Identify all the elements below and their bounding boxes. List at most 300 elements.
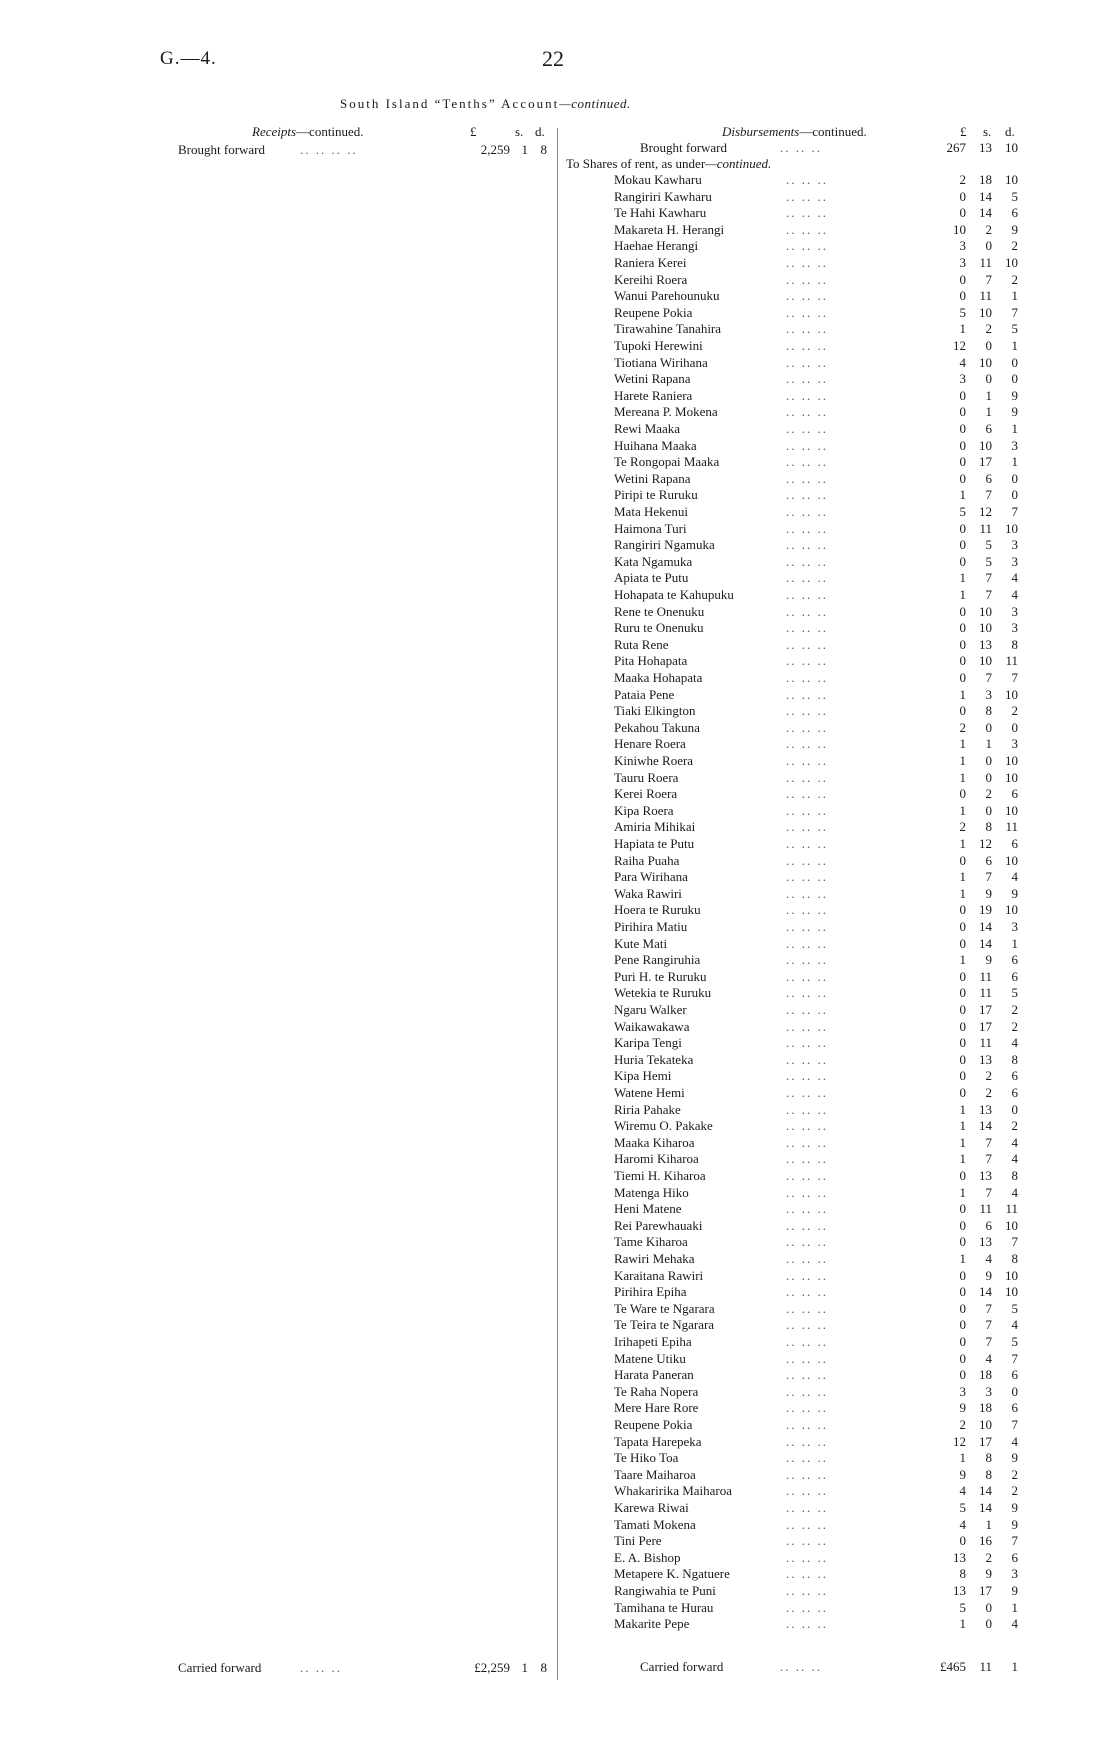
receipts-brought-forward-shillings: 1 bbox=[521, 142, 528, 157]
leader-dots: .. .. .. bbox=[786, 670, 828, 685]
disbursement-row bbox=[614, 1135, 1024, 1151]
leader-dots: .. .. .. bbox=[786, 1599, 828, 1615]
amount-pence: 0 bbox=[1011, 470, 1018, 486]
amount-shillings: 7 bbox=[985, 487, 992, 503]
amount-pounds: 3 bbox=[959, 371, 966, 387]
payee-name: Pirihira Epiha bbox=[614, 1284, 687, 1300]
disbursement-row bbox=[614, 985, 1024, 1001]
amount-pence: 9 bbox=[1011, 885, 1018, 901]
amount-shillings: 2 bbox=[985, 321, 992, 337]
amount-pounds: 1 bbox=[959, 1134, 966, 1150]
amount-pence: 3 bbox=[1011, 620, 1018, 636]
amount-pence: 10 bbox=[1005, 520, 1018, 536]
payee-name: Amiria Mihikai bbox=[614, 819, 696, 835]
amount-shillings: 14 bbox=[979, 1118, 992, 1134]
leader-dots: .. .. .. bbox=[786, 852, 828, 868]
amount-pounds: 0 bbox=[959, 603, 966, 619]
leader-dots: .. .. .. bbox=[786, 1566, 828, 1582]
leader-dots: .. .. .. bbox=[786, 553, 828, 569]
amount-pounds: 0 bbox=[959, 968, 966, 984]
amount-pence: 0 bbox=[1011, 719, 1018, 735]
amount-pounds: 1 bbox=[959, 802, 966, 818]
amount-pence: 6 bbox=[1011, 1085, 1018, 1100]
amount-pence: 6 bbox=[1011, 1400, 1018, 1416]
amount-pounds: 0 bbox=[959, 1317, 966, 1333]
leader-dots: .. .. .. bbox=[786, 1334, 828, 1349]
disbursement-row bbox=[614, 1151, 1024, 1167]
disbursements-carried-forward-dots: .. .. .. bbox=[780, 1659, 822, 1674]
payee-name: Tapata Harepeka bbox=[614, 1433, 702, 1449]
amount-pence: 2 bbox=[1011, 271, 1018, 287]
payee-name: Reupene Pokia bbox=[614, 1417, 693, 1432]
amount-pounds: 5 bbox=[959, 504, 966, 519]
leader-dots: .. .. .. bbox=[786, 1217, 828, 1233]
leader-dots: .. .. .. bbox=[786, 1134, 828, 1150]
amount-shillings: 14 bbox=[979, 1500, 992, 1515]
amount-shillings: 1 bbox=[985, 404, 992, 420]
disbursement-row bbox=[614, 371, 1024, 387]
disbursement-row bbox=[614, 1450, 1024, 1466]
leader-dots: .. .. .. bbox=[786, 454, 828, 470]
payee-name: Maaka Hohapata bbox=[614, 670, 703, 685]
disbursement-row bbox=[614, 736, 1024, 752]
disbursement-row bbox=[614, 1600, 1024, 1616]
disbursements-brought-forward-dots: .. .. .. bbox=[780, 140, 822, 155]
amount-shillings: 10 bbox=[979, 620, 992, 636]
disbursement-row bbox=[614, 1019, 1024, 1035]
leader-dots: .. .. .. bbox=[786, 1350, 828, 1366]
payee-name: Harete Raniera bbox=[614, 387, 693, 403]
amount-shillings: 6 bbox=[985, 421, 992, 436]
leader-dots: .. .. .. bbox=[786, 703, 828, 719]
disbursement-row bbox=[614, 1218, 1024, 1234]
amount-pence: 2 bbox=[1011, 238, 1018, 254]
disbursement-row bbox=[614, 1085, 1024, 1101]
amount-shillings: 0 bbox=[985, 769, 992, 785]
amount-pence: 11 bbox=[1005, 819, 1018, 835]
leader-dots: .. .. .. bbox=[786, 1151, 828, 1167]
payee-name: Tiemi H. Kiharoa bbox=[614, 1168, 706, 1183]
amount-pence: 10 bbox=[1005, 753, 1018, 768]
amount-shillings: 13 bbox=[979, 1051, 992, 1067]
amount-shillings: 7 bbox=[985, 1151, 992, 1167]
payee-name: Rawiri Mehaka bbox=[614, 1251, 695, 1266]
amount-pence: 6 bbox=[1011, 1549, 1018, 1565]
leader-dots: .. .. .. bbox=[786, 1317, 828, 1333]
leader-dots: .. .. .. bbox=[786, 753, 828, 768]
amount-pounds: 0 bbox=[959, 653, 966, 669]
leader-dots: .. .. .. bbox=[786, 1433, 828, 1449]
disbursement-row bbox=[614, 355, 1024, 371]
leader-dots: .. .. .. bbox=[786, 952, 828, 968]
payee-name: Pekahou Takuna bbox=[614, 719, 700, 735]
amount-pence: 10 bbox=[1005, 902, 1018, 918]
disbursement-row bbox=[614, 1384, 1024, 1400]
leader-dots: .. .. .. bbox=[786, 935, 828, 951]
amount-shillings: 19 bbox=[979, 902, 992, 918]
leader-dots: .. .. .. bbox=[786, 869, 828, 885]
amount-shillings: 0 bbox=[985, 753, 992, 768]
amount-pence: 3 bbox=[1011, 553, 1018, 569]
payee-name: Makarite Pepe bbox=[614, 1616, 690, 1632]
payee-name: Tiotiana Wirihana bbox=[614, 354, 708, 370]
amount-pence: 0 bbox=[1011, 371, 1018, 387]
disbursement-row bbox=[614, 1268, 1024, 1284]
disbursement-row bbox=[614, 1201, 1024, 1217]
amount-shillings: 13 bbox=[979, 1234, 992, 1250]
report-reference: G.—4. bbox=[160, 48, 217, 69]
amount-pounds: 4 bbox=[959, 354, 966, 370]
disbursement-row bbox=[614, 222, 1024, 238]
payee-name: Wiremu O. Pakake bbox=[614, 1118, 713, 1134]
amount-shillings: 13 bbox=[979, 636, 992, 652]
leader-dots: .. .. .. bbox=[786, 387, 828, 403]
amount-pounds: 1 bbox=[959, 952, 966, 968]
amount-shillings: 4 bbox=[985, 1350, 992, 1366]
amount-pounds: 0 bbox=[959, 1168, 966, 1183]
leader-dots: .. .. .. bbox=[786, 1400, 828, 1416]
amount-shillings: 8 bbox=[985, 819, 992, 835]
amount-pence: 10 bbox=[1005, 1284, 1018, 1300]
amount-pounds: 1 bbox=[959, 1101, 966, 1117]
disbursements-brought-forward-pounds: 267 bbox=[946, 140, 966, 155]
disbursement-row bbox=[614, 936, 1024, 952]
payee-name: Pene Rangiruhia bbox=[614, 952, 701, 968]
payee-name: Te Hiko Toa bbox=[614, 1450, 679, 1466]
amount-shillings: 10 bbox=[979, 603, 992, 619]
disbursement-row bbox=[614, 969, 1024, 985]
disbursement-row bbox=[614, 1566, 1024, 1582]
amount-pounds: 10 bbox=[953, 221, 966, 237]
amount-pence: 1 bbox=[1011, 935, 1018, 951]
leader-dots: .. .. .. bbox=[786, 1234, 828, 1250]
amount-pounds: 3 bbox=[959, 255, 966, 270]
disbursement-row bbox=[614, 504, 1024, 520]
amount-shillings: 7 bbox=[985, 670, 992, 685]
amount-pence: 4 bbox=[1011, 869, 1018, 885]
disbursements-col-pence: d. bbox=[1005, 124, 1015, 139]
amount-shillings: 10 bbox=[979, 437, 992, 453]
amount-shillings: 14 bbox=[979, 1284, 992, 1300]
payee-name: Tamihana te Hurau bbox=[614, 1599, 714, 1615]
amount-pounds: 0 bbox=[959, 1068, 966, 1084]
amount-shillings: 7 bbox=[985, 1184, 992, 1200]
amount-pounds: 4 bbox=[959, 1516, 966, 1532]
payee-name: Huihana Maaka bbox=[614, 437, 697, 453]
leader-dots: .. .. .. bbox=[786, 719, 828, 735]
amount-shillings: 2 bbox=[985, 786, 992, 802]
amount-pence: 3 bbox=[1011, 736, 1018, 752]
leader-dots: .. .. .. bbox=[786, 537, 828, 553]
amount-shillings: 9 bbox=[985, 885, 992, 901]
leader-dots: .. .. .. bbox=[786, 437, 828, 453]
leader-dots: .. .. .. bbox=[786, 836, 828, 851]
amount-pence: 10 bbox=[1005, 686, 1018, 702]
disbursement-row bbox=[614, 1334, 1024, 1350]
leader-dots: .. .. .. bbox=[786, 902, 828, 918]
amount-pence: 0 bbox=[1011, 487, 1018, 503]
leader-dots: .. .. .. bbox=[786, 1085, 828, 1100]
payee-name: Waikawakawa bbox=[614, 1018, 690, 1034]
disbursement-row bbox=[614, 1367, 1024, 1383]
disbursement-row bbox=[614, 1417, 1024, 1433]
amount-pounds: 0 bbox=[959, 670, 966, 685]
disbursements-brought-forward-shillings: 13 bbox=[979, 140, 992, 155]
amount-pounds: 0 bbox=[959, 1284, 966, 1300]
leader-dots: .. .. .. bbox=[786, 802, 828, 818]
receipts-carried-forward-dots: .. .. .. bbox=[300, 1660, 342, 1675]
disbursement-row bbox=[614, 1118, 1024, 1134]
leader-dots: .. .. .. bbox=[786, 520, 828, 536]
amount-pounds: 5 bbox=[959, 304, 966, 320]
payee-name: Kipa Roera bbox=[614, 802, 674, 818]
leader-dots: .. .. .. bbox=[786, 371, 828, 387]
amount-shillings: 14 bbox=[979, 919, 992, 934]
leader-dots: .. .. .. bbox=[786, 1168, 828, 1183]
amount-pence: 10 bbox=[1005, 769, 1018, 785]
disbursement-row bbox=[614, 1550, 1024, 1566]
amount-pounds: 1 bbox=[959, 1184, 966, 1200]
disbursement-row bbox=[614, 189, 1024, 205]
amount-pounds: 0 bbox=[959, 852, 966, 868]
column-divider bbox=[557, 128, 558, 1680]
disbursement-row bbox=[614, 1002, 1024, 1018]
amount-shillings: 11 bbox=[979, 1035, 992, 1051]
leader-dots: .. .. .. bbox=[786, 238, 828, 254]
leader-dots: .. .. .. bbox=[786, 1267, 828, 1283]
disbursement-row bbox=[614, 819, 1024, 835]
disbursement-row bbox=[614, 487, 1024, 503]
amount-pounds: 1 bbox=[959, 686, 966, 702]
amount-pence: 5 bbox=[1011, 1300, 1018, 1316]
receipts-header bbox=[252, 124, 364, 140]
disbursements-carried-forward-pence: 1 bbox=[1011, 1659, 1018, 1674]
payee-name: Haehae Herangi bbox=[614, 238, 699, 254]
amount-shillings: 10 bbox=[979, 354, 992, 370]
amount-pounds: 0 bbox=[959, 553, 966, 569]
leader-dots: .. .. .. bbox=[786, 1483, 828, 1499]
payee-name: Matene Utiku bbox=[614, 1350, 686, 1366]
amount-shillings: 18 bbox=[979, 1400, 992, 1416]
amount-shillings: 0 bbox=[985, 1599, 992, 1615]
payee-name: Watene Hemi bbox=[614, 1085, 685, 1100]
leader-dots: .. .. .. bbox=[786, 786, 828, 802]
leader-dots: .. .. .. bbox=[786, 304, 828, 320]
amount-shillings: 14 bbox=[979, 205, 992, 221]
payee-name: Rangiriri Kawharu bbox=[614, 188, 712, 204]
amount-shillings: 12 bbox=[979, 836, 992, 851]
disbursement-row bbox=[614, 1434, 1024, 1450]
amount-pounds: 0 bbox=[959, 1350, 966, 1366]
amount-pence: 4 bbox=[1011, 1151, 1018, 1167]
amount-pence: 7 bbox=[1011, 1417, 1018, 1432]
leader-dots: .. .. .. bbox=[786, 1002, 828, 1017]
disbursement-row bbox=[614, 670, 1024, 686]
amount-pounds: 0 bbox=[959, 1201, 966, 1217]
payee-name: Reupene Pokia bbox=[614, 304, 693, 320]
amount-pence: 2 bbox=[1011, 703, 1018, 719]
payee-name: Tini Pere bbox=[614, 1533, 662, 1549]
amount-shillings: 5 bbox=[985, 537, 992, 553]
amount-pounds: 0 bbox=[959, 1300, 966, 1316]
amount-pence: 7 bbox=[1011, 504, 1018, 519]
amount-pence: 7 bbox=[1011, 670, 1018, 685]
amount-shillings: 2 bbox=[985, 1549, 992, 1565]
amount-pence: 4 bbox=[1011, 587, 1018, 602]
disbursement-row bbox=[614, 404, 1024, 420]
amount-pence: 5 bbox=[1011, 321, 1018, 337]
payee-name: Kiniwhe Roera bbox=[614, 753, 694, 768]
leader-dots: .. .. .. bbox=[786, 255, 828, 270]
payee-name: Tupoki Herewini bbox=[614, 338, 703, 353]
amount-pounds: 9 bbox=[959, 1400, 966, 1416]
disbursement-row bbox=[614, 604, 1024, 620]
amount-pence: 4 bbox=[1011, 1616, 1018, 1632]
disbursement-row bbox=[614, 238, 1024, 254]
disbursements-brought-forward-pence: 10 bbox=[1005, 140, 1018, 155]
payee-name: Mere Hare Rore bbox=[614, 1400, 699, 1416]
disbursements-header bbox=[722, 124, 867, 140]
amount-pence: 2 bbox=[1011, 1018, 1018, 1034]
amount-shillings: 9 bbox=[985, 952, 992, 968]
amount-pounds: 0 bbox=[959, 1267, 966, 1283]
payee-name: Wetekia te Ruruku bbox=[614, 985, 712, 1001]
amount-pence: 9 bbox=[1011, 1500, 1018, 1515]
amount-pounds: 2 bbox=[959, 819, 966, 835]
amount-pence: 9 bbox=[1011, 387, 1018, 403]
amount-pounds: 0 bbox=[959, 1002, 966, 1017]
leader-dots: .. .. .. bbox=[786, 1417, 828, 1432]
amount-pence: 4 bbox=[1011, 1433, 1018, 1449]
amount-pence: 0 bbox=[1011, 354, 1018, 370]
payee-name: Te Rongopai Maaka bbox=[614, 454, 720, 470]
amount-pounds: 0 bbox=[959, 1234, 966, 1250]
payee-name: Wetini Rapana bbox=[614, 470, 691, 486]
amount-pence: 3 bbox=[1011, 603, 1018, 619]
amount-pence: 9 bbox=[1011, 1583, 1018, 1598]
payee-name: Rei Parewhauaki bbox=[614, 1217, 703, 1233]
disbursement-row bbox=[614, 471, 1024, 487]
leader-dots: .. .. .. bbox=[786, 1533, 828, 1549]
amount-pounds: 1 bbox=[959, 321, 966, 337]
account-title-main: South Island “Tenths” Account bbox=[340, 96, 560, 111]
amount-pounds: 1 bbox=[959, 570, 966, 586]
amount-pounds: 13 bbox=[953, 1549, 966, 1565]
leader-dots: .. .. .. bbox=[786, 1051, 828, 1067]
leader-dots: .. .. .. bbox=[786, 172, 828, 187]
disbursement-row bbox=[614, 1185, 1024, 1201]
disbursement-row bbox=[614, 205, 1024, 221]
leader-dots: .. .. .. bbox=[786, 1466, 828, 1482]
amount-pence: 5 bbox=[1011, 188, 1018, 204]
amount-pounds: 5 bbox=[959, 1599, 966, 1615]
amount-pounds: 2 bbox=[959, 1417, 966, 1432]
amount-pence: 8 bbox=[1011, 1051, 1018, 1067]
amount-pounds: 12 bbox=[953, 1433, 966, 1449]
amount-shillings: 2 bbox=[985, 1068, 992, 1084]
amount-pounds: 0 bbox=[959, 620, 966, 636]
amount-pence: 4 bbox=[1011, 1134, 1018, 1150]
leader-dots: .. .. .. bbox=[786, 1035, 828, 1051]
amount-pounds: 0 bbox=[959, 404, 966, 420]
receipts-col-shillings: s. bbox=[515, 124, 524, 139]
amount-shillings: 3 bbox=[985, 686, 992, 702]
leader-dots: .. .. .. bbox=[786, 1068, 828, 1084]
amount-pounds: 9 bbox=[959, 1466, 966, 1482]
disbursement-row bbox=[614, 952, 1024, 968]
disbursement-row bbox=[614, 770, 1024, 786]
amount-shillings: 14 bbox=[979, 1483, 992, 1499]
amount-shillings: 9 bbox=[985, 1267, 992, 1283]
amount-shillings: 8 bbox=[985, 1450, 992, 1466]
amount-pounds: 0 bbox=[959, 205, 966, 221]
amount-shillings: 17 bbox=[979, 1002, 992, 1017]
amount-pence: 2 bbox=[1011, 1483, 1018, 1499]
amount-pounds: 0 bbox=[959, 520, 966, 536]
amount-pounds: 0 bbox=[959, 1533, 966, 1549]
payee-name: Rene te Onenuku bbox=[614, 603, 705, 619]
amount-pounds: 12 bbox=[953, 338, 966, 353]
amount-shillings: 11 bbox=[979, 520, 992, 536]
amount-pounds: 1 bbox=[959, 487, 966, 503]
disbursement-row bbox=[614, 1234, 1024, 1250]
amount-pence: 4 bbox=[1011, 1035, 1018, 1051]
amount-pence: 10 bbox=[1005, 172, 1018, 187]
payee-name: Harata Paneran bbox=[614, 1367, 694, 1383]
payee-name: Karewa Riwai bbox=[614, 1500, 689, 1515]
payee-name: Tamati Mokena bbox=[614, 1516, 696, 1532]
amount-shillings: 6 bbox=[985, 1217, 992, 1233]
payee-name: Riria Pahake bbox=[614, 1101, 681, 1117]
amount-pounds: 0 bbox=[959, 188, 966, 204]
disbursement-row bbox=[614, 1533, 1024, 1549]
amount-shillings: 6 bbox=[985, 852, 992, 868]
amount-shillings: 11 bbox=[979, 288, 992, 304]
payee-name: Wetini Rapana bbox=[614, 371, 691, 387]
disbursement-row bbox=[614, 1351, 1024, 1367]
payee-name: Hohapata te Kahupuku bbox=[614, 587, 734, 602]
account-title bbox=[340, 96, 631, 112]
amount-pence: 1 bbox=[1011, 288, 1018, 304]
leader-dots: .. .. .. bbox=[786, 404, 828, 420]
payee-name: Rangiwahia te Puni bbox=[614, 1583, 716, 1598]
amount-pounds: 0 bbox=[959, 1217, 966, 1233]
payee-name: Wanui Parehounuku bbox=[614, 288, 720, 304]
amount-pounds: 8 bbox=[959, 1566, 966, 1582]
receipts-carried-forward-pounds: £2,259 bbox=[474, 1660, 510, 1675]
disbursement-row bbox=[614, 438, 1024, 454]
amount-pounds: 3 bbox=[959, 238, 966, 254]
leader-dots: .. .. .. bbox=[786, 636, 828, 652]
amount-pence: 10 bbox=[1005, 1217, 1018, 1233]
receipts-col-pounds: £ bbox=[470, 124, 477, 139]
disbursement-row bbox=[614, 1068, 1024, 1084]
amount-shillings: 5 bbox=[985, 553, 992, 569]
amount-pounds: 0 bbox=[959, 703, 966, 719]
amount-pence: 7 bbox=[1011, 1533, 1018, 1549]
amount-pounds: 0 bbox=[959, 1367, 966, 1383]
amount-pounds: 0 bbox=[959, 288, 966, 304]
amount-shillings: 0 bbox=[985, 719, 992, 735]
payee-name: Mereana P. Mokena bbox=[614, 404, 718, 420]
payee-name: Kata Ngamuka bbox=[614, 553, 693, 569]
amount-shillings: 7 bbox=[985, 570, 992, 586]
payee-name: Waka Rawiri bbox=[614, 885, 682, 901]
amount-pounds: 0 bbox=[959, 985, 966, 1001]
amount-pence: 9 bbox=[1011, 404, 1018, 420]
leader-dots: .. .. .. bbox=[786, 1450, 828, 1466]
shares-of-rent-label: To Shares of rent, as under bbox=[566, 156, 706, 171]
